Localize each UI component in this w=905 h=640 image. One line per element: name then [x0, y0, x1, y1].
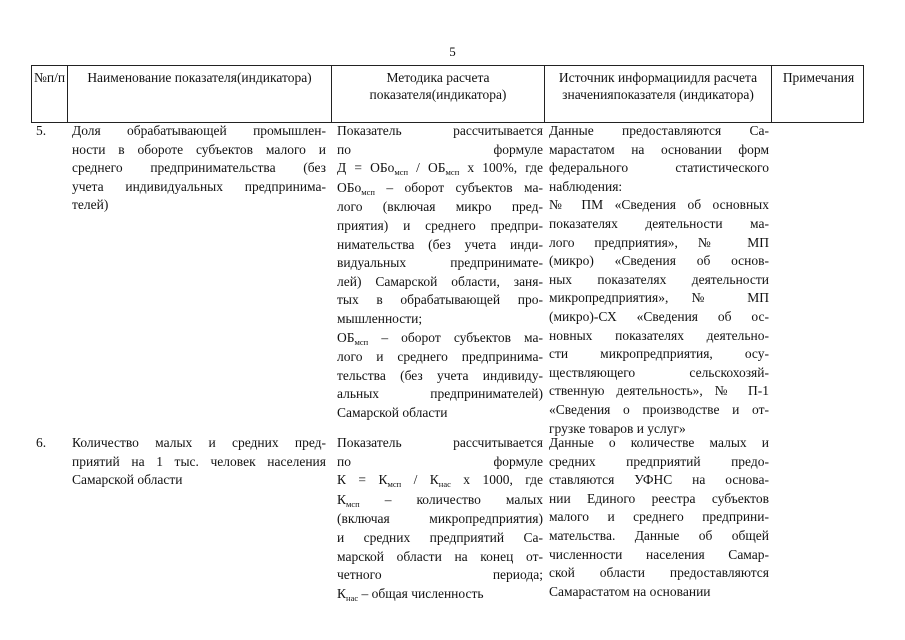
text-line: мательства. Данные об общей — [549, 527, 769, 543]
text-line: для расчета значения — [562, 70, 758, 102]
text-line: приятий на 1 тыс. человек населения — [72, 453, 326, 469]
header-method — [332, 66, 545, 122]
text-line: $ОБ_{мсп}$ – оборот субъектов ма- — [337, 329, 543, 347]
text-line: ности в обороте субъектов малого и — [72, 141, 326, 157]
text-line: (индикатора) — [431, 87, 507, 102]
text-line: лого и среднего предпринима- — [337, 349, 543, 365]
text-line: Доля обрабатывающей промышлен- — [72, 123, 326, 138]
text-line: лого (включая микро пред- — [337, 199, 543, 215]
text-line: по формуле — [337, 141, 543, 157]
text-line: видуальных предпринимате- — [337, 255, 543, 271]
text-line: (микро)-СХ «Сведения об ос- — [549, 308, 769, 324]
row-6-name — [72, 434, 326, 490]
text-line: Показатель рассчитывается — [337, 123, 543, 138]
text-line: $К = К_{мсп} / К_{нас}$ х 1000, где — [337, 472, 543, 490]
text-line: Данные предоставляются Са- — [549, 123, 769, 138]
text-line: лей) Самарской области, заня- — [337, 273, 543, 289]
text-line: новных показателях деятельно- — [549, 327, 769, 343]
row-6-number: 6. — [36, 435, 47, 450]
text-line: тых в обрабатывающей про- — [337, 292, 543, 308]
text-line: Примечания — [782, 70, 855, 85]
text-line: телей) — [72, 197, 109, 213]
row-5-number: 5. — [36, 123, 47, 138]
text-line: средних предприятий предо- — [549, 453, 769, 469]
text-line: марской области на конец от- — [337, 548, 543, 564]
text-line: ской области предоставляются — [549, 565, 769, 581]
text-line: малого и среднего предприни- — [549, 509, 769, 525]
table-header — [31, 65, 864, 123]
text-line: ОБо$_{мсп}$ – оборот субъектов ма- — [337, 179, 543, 197]
text-line: и средних предприятий Са- — [337, 529, 543, 545]
header-source — [545, 66, 772, 122]
text-line: Методика расчета показателя — [369, 70, 490, 102]
header-notes — [772, 66, 865, 122]
text-line: Показатель рассчитывается — [337, 435, 543, 450]
row-5-source — [549, 122, 769, 438]
text-line: микропредприятия», № МП — [549, 290, 769, 306]
text-line: численности населения Самар- — [549, 546, 769, 562]
text-line: по формуле — [337, 453, 543, 469]
text-line: $Д = ОБо_{мсп} / ОБ_{мсп}$ х 100%, где — [337, 160, 543, 178]
text-line: (микро) «Сведения об основ- — [549, 253, 769, 269]
header-num — [32, 66, 68, 122]
row-6-source — [549, 434, 769, 601]
text-line: ставляются УФНС на основа- — [549, 472, 769, 488]
row-5-method — [337, 122, 543, 423]
text-line: $К_{мсп}$ – количество малых — [337, 491, 543, 509]
text-line: № ПМ «Сведения об основных — [549, 197, 769, 213]
text-line: среднего предпринимательства (без — [72, 160, 326, 176]
text-line: Самарской области — [337, 404, 448, 420]
text-line: марастатом на основании форм — [549, 141, 769, 157]
text-line: Самарастатом на основании — [549, 583, 711, 599]
text-line: сти микропредприятия, осу- — [549, 346, 769, 362]
text-line: (индикатора) — [236, 70, 312, 85]
text-line: Данные о количестве малых и — [549, 435, 769, 450]
text-line: Наименование показателя — [87, 70, 237, 85]
text-line: учета индивидуальных предпринима- — [72, 178, 326, 194]
text-line: ственную деятельность», № П-1 — [549, 383, 769, 399]
text-line: (включая микропредприятия) — [337, 511, 543, 527]
text-line: мышленности; — [337, 310, 423, 326]
text-line: нимательства (без учета инди- — [337, 236, 543, 252]
text-line: ных показателях деятельности — [549, 271, 769, 287]
text-line: ществляющего сельскохозяй- — [549, 364, 769, 380]
text-line: п/п — [46, 70, 66, 85]
text-line: «Сведения о производстве и от- — [549, 401, 769, 417]
text-line: альных предпринимателей) — [337, 386, 543, 402]
row-6-method — [337, 434, 543, 604]
text-line: приятия) и среднего предпри- — [337, 217, 543, 233]
text-line: Количество малых и средних пред- — [72, 435, 326, 450]
text-line: лого предприятия», № МП — [549, 234, 769, 250]
text-line: федерального статистического — [549, 160, 769, 176]
text-line: наблюдения: — [549, 178, 623, 194]
text-line: тельства (без учета индивиду- — [337, 367, 543, 383]
text-line: $К_{нас}$ – общая численность — [337, 585, 484, 603]
header-name — [68, 66, 332, 122]
text-line: грузке товаров и услуг» — [549, 420, 686, 436]
text-line: Самарской области — [72, 472, 183, 488]
text-line: Источник информации — [558, 70, 691, 85]
text-line: нии Единого реестра субъектов — [549, 490, 769, 506]
text-line: четного периода; — [337, 567, 543, 583]
row-5-name — [72, 122, 326, 215]
text-line: показателях деятельности ма- — [549, 215, 769, 231]
text-line: № — [33, 70, 47, 85]
text-line: показателя (индикатора) — [613, 87, 754, 102]
page-number: 5 — [449, 44, 456, 59]
